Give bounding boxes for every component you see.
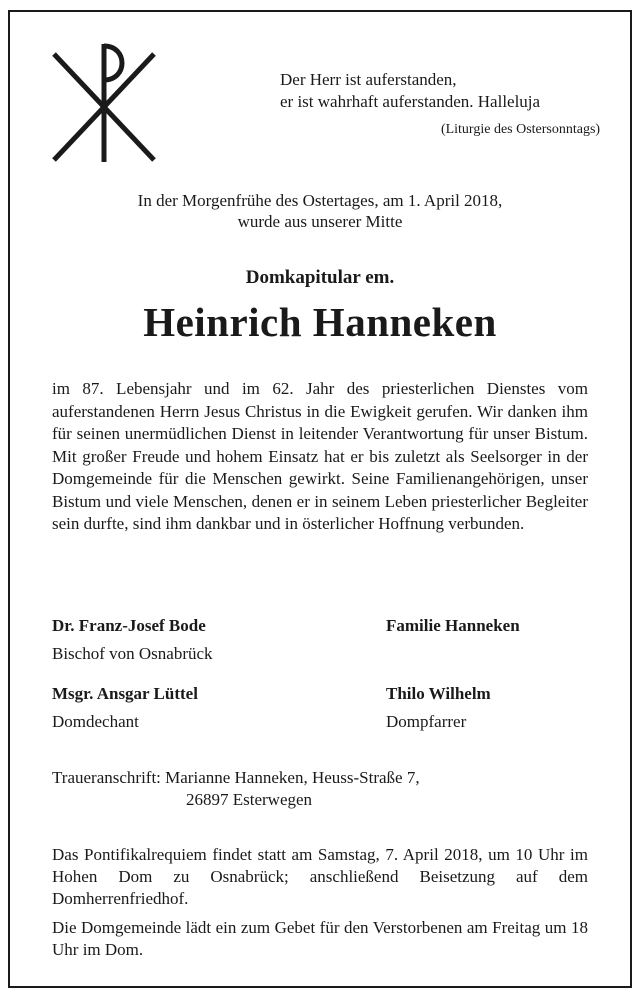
address-line-1: Traueranschrift: Marianne Hanneken, Heuss-Straße 7, xyxy=(52,768,420,787)
deceased-name: Heinrich Hanneken xyxy=(143,299,497,345)
prayer-notice: Die Domgemeinde lädt ein zum Gebet für den Verstorbenen am Freitag um 18 Uhr im Dom. xyxy=(52,918,588,959)
signatory-family xyxy=(386,612,520,640)
address-line-2: 26897 Esterwegen xyxy=(186,790,313,809)
requiem-notice: Das Pontifikalrequiem findet statt am Samstag, 7. April 2018, um 10 Uhr im Hohen Dom zu Osnabrück; anschließend Beisetzung auf dem Domherrenfriedhof. xyxy=(52,845,588,908)
signatory-name: Thilo Wilhelm xyxy=(386,684,491,703)
obituary-notice xyxy=(8,10,632,988)
quote-line-1: Der Herr ist auferstanden, xyxy=(280,70,457,89)
mourning-address xyxy=(52,767,420,811)
obituary-body: im 87. Lebensjahr und im 62. Jahr des priesterlichen Dienstes vom auferstandenen Herrn Jesus Christus in die Ewigkeit gerufen. Wir danken ihm für seinen unermüdlichen Dienst in leitender Verantwortung für unser Bistum. Mit großer Freude und hohem Einsatz hat er bis zuletzt als Seelsorger in der Domgemeinde für die Menschen gewirkt. Seine Familienangehörigen, unser Bistum und viele Menschen, denen er in seinem Leben priesterlicher Begleiter sein durfte, sind ihm dankbar und in österlicher Hoffnung verbunden. xyxy=(52,379,588,533)
chi-rho-icon xyxy=(50,40,158,166)
signatory-name: Msgr. Ansgar Lüttel xyxy=(52,684,198,703)
signatory-name: Familie Hanneken xyxy=(386,616,520,635)
signatory-name: Dr. Franz-Josef Bode xyxy=(52,616,206,635)
signatory-role: Bischof von Osnabrück xyxy=(52,644,213,663)
signatory-domdechant xyxy=(52,680,198,736)
quote-line-2: er ist wahrhaft auferstanden. Halleluja xyxy=(280,92,541,111)
signatory-dompfarrer xyxy=(386,680,491,736)
quote-source: (Liturgie des Ostersonntags) xyxy=(440,122,601,137)
easter-quote xyxy=(280,69,601,141)
intro-text xyxy=(10,190,630,232)
deceased-title: Domkapitular em. xyxy=(245,267,395,288)
signatory-role: Dompfarrer xyxy=(386,712,467,731)
intro-line-1: In der Morgenfrühe des Ostertages, am 1. April 2018, xyxy=(137,191,503,210)
signatory-role: Domdechant xyxy=(52,712,139,731)
intro-line-2: wurde aus unserer Mitte xyxy=(237,212,403,231)
signatory-bishop xyxy=(52,612,213,668)
